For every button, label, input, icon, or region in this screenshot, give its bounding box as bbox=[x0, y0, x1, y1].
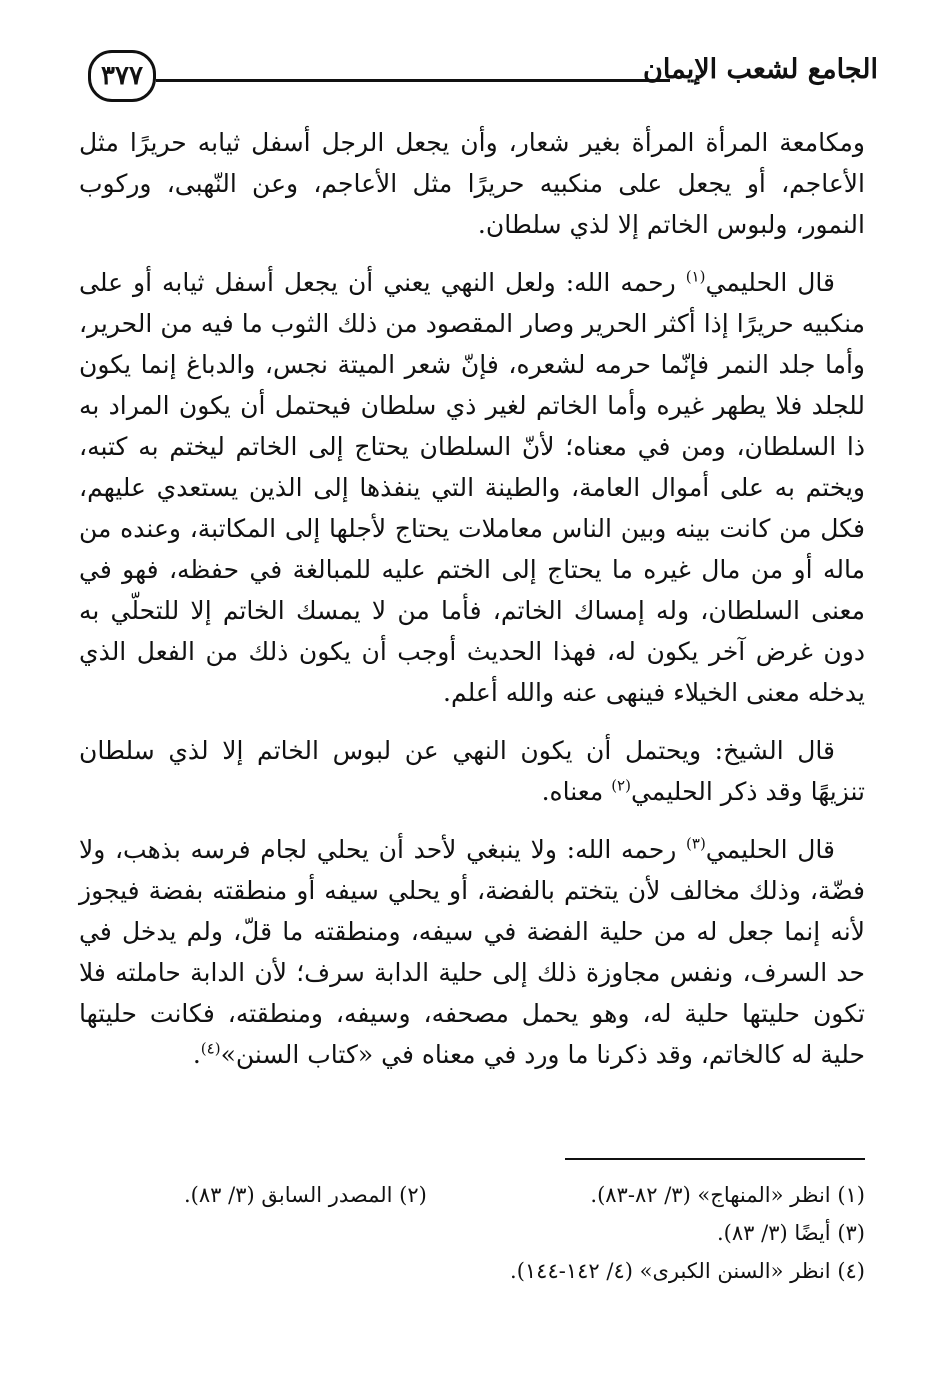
paragraph-text: رحمه الله: ولعل النهي يعني أن يجعل أسفل ثيابه أو على منكبيه حريرًا إذا أكثر الحرير وصار المقصود من ذلك الثوب ما فيه من الحرير، وأما جلد النمر فإنّما حرمه لشعره، فإنّ شعر الميتة نجس، والدباغ إنما يكون للجلد فلا يطهر غيره وأما الخاتم لغير ذي سلطان فيحتمل أن يكون المراد به ذا السلطان، ومن في معناه؛ لأنّ السلطان يحتاج إلى الخاتم ليختم به كتبه، ويختم به على أموال العامة، والطينة التي ينفذها إلى الذين يستعدي عليهم، فكل من كانت بينه وبين الناس معاملات يحتاج لأجلها إلى المكاتبة، وعنده من ماله أو من مال غيره ما يحتاج إلى الختم عليه للمبالغة في حفظه، فهو في معنى السلطان، وله إمساك الخاتم، فأما من لا يمسك الخاتم إلا للتحلّي به دون غرض آخر يكون له، فهذا الحديث أوجب أن يكون ذلك من الفعل الذي يدخله معنى الخيلاء فينهى عنه والله أعلم. bbox=[79, 268, 866, 707]
footnote-ref-1[interactable]: (١) bbox=[685, 267, 706, 286]
footnote-row bbox=[79, 1214, 865, 1252]
footnote-row bbox=[79, 1176, 865, 1214]
paragraph-text: ومكامعة المرأة المرأة بغير شعار، وأن يجعل الرجل أسفل ثيابه حريرًا مثل الأعاجم، أو يجعل على منكبيه حريرًا مثل الأعاجم، وعن النّهبى، وركوب النمور، ولبوس الخاتم إلا لذي سلطان. bbox=[79, 128, 865, 239]
page-header bbox=[88, 44, 878, 114]
footnote-ref-4[interactable]: (٤) bbox=[200, 1039, 221, 1058]
paragraph-lead: قال الحليمي bbox=[705, 835, 835, 864]
footnote-2: (٢) المصدر السابق (٣/ ٨٣). bbox=[184, 1183, 427, 1207]
footnotes bbox=[79, 1176, 865, 1290]
paragraph-4 bbox=[79, 829, 865, 1075]
footnote-ref-2[interactable]: (٢) bbox=[611, 776, 631, 795]
paragraph-text: رحمه الله: ولا ينبغي لأحد أن يحلي لجام فرسه بذهب، ولا فضّة، وذلك مخالف لأن يتختم بالفضة، أو يحلي سيفه أو منطقته بفضة فيجوز لأنه إنما جعل له من حلية الفضة في سيفه، ومنطقته ما قلّ، ولم يدخل في حد السرف، ونفس مجاوزة ذلك إلى حلية الدابة سرف؛ لأن الدابة حاملته فلا تكون حليتها حلية له، وهو يحمل مصحفه، وسيفه، ومنطقته، فكانت حليتها حلية له كالخاتم، وقد ذكرنا ما ورد في معناه في «كتاب السنن» bbox=[79, 835, 865, 1069]
paragraph-1 bbox=[79, 122, 865, 245]
header-rule bbox=[156, 79, 670, 82]
footnote-3: (٣) أيضًا (٣/ ٨٣). bbox=[717, 1221, 865, 1245]
paragraph-lead: قال الحليمي bbox=[705, 268, 835, 297]
page-number: ٣٧٧ bbox=[88, 50, 156, 102]
paragraph-text: معناه. bbox=[541, 777, 612, 806]
paragraph-lead: قال الشيخ: ويحتمل أن يكون النهي عن لبوس الخاتم إلا لذي سلطان تنزيهًا وقد ذكر الحليمي bbox=[79, 736, 865, 806]
running-title: الجامع لشعب الإيمان bbox=[643, 54, 878, 85]
footnote-row bbox=[79, 1252, 865, 1290]
main-text bbox=[79, 122, 865, 1092]
paragraph-2 bbox=[79, 262, 865, 713]
paragraph-3 bbox=[79, 730, 865, 812]
paragraph-tail: . bbox=[192, 1040, 201, 1069]
footnote-ref-3[interactable]: (٣) bbox=[686, 834, 706, 853]
footnote-4: (٤) انظر «السنن الكبرى» (٤/ ١٤٢-١٤٤). bbox=[510, 1259, 865, 1283]
footnote-1: (١) انظر «المنهاج» (٣/ ٨٢-٨٣). bbox=[590, 1183, 865, 1207]
footnote-separator bbox=[565, 1158, 865, 1160]
